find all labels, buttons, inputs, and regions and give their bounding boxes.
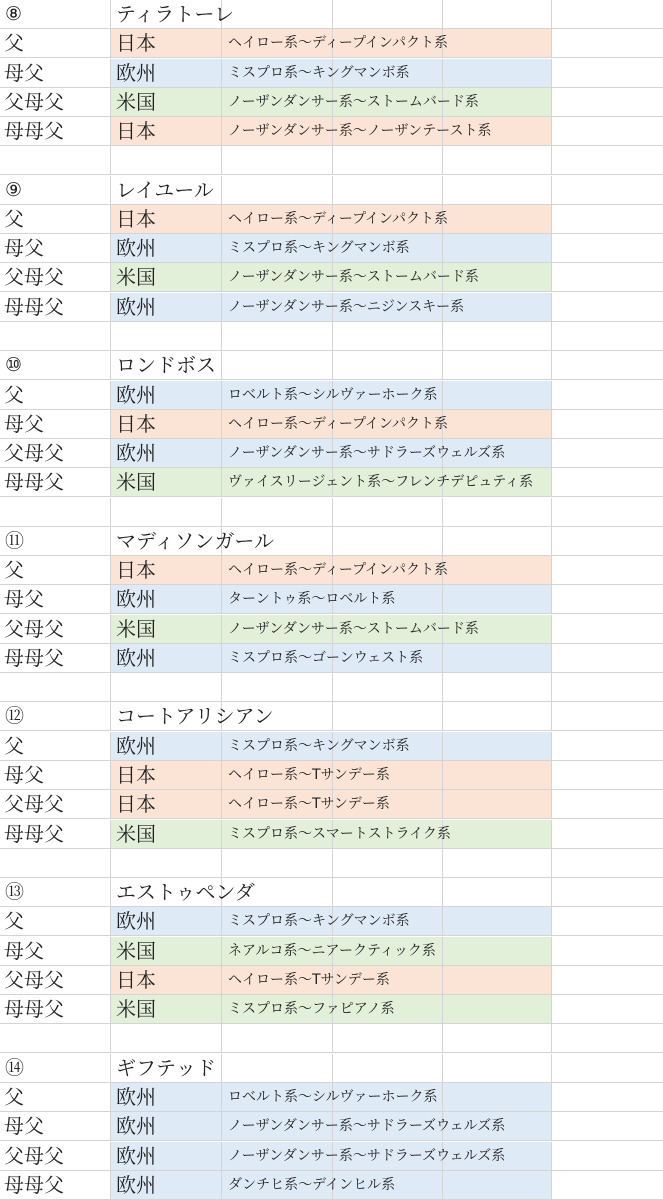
horse-name: ロンドボス xyxy=(116,353,216,378)
grid-cell[interactable] xyxy=(0,498,111,527)
grid-cell[interactable] xyxy=(222,1054,333,1083)
region-label: 米国 xyxy=(116,616,156,641)
grid-cell[interactable] xyxy=(552,176,663,205)
horse-header-row xyxy=(0,878,663,907)
pedigree-row xyxy=(0,732,663,761)
grid-cell[interactable] xyxy=(552,556,663,585)
pedigree-row xyxy=(0,907,663,936)
grid-cell[interactable] xyxy=(443,59,552,88)
pedigree-row xyxy=(0,205,663,234)
relation-label: 母母父 xyxy=(4,294,64,319)
grid-cell[interactable] xyxy=(222,176,333,205)
grid-cell[interactable] xyxy=(552,439,663,468)
grid-cell[interactable] xyxy=(443,527,552,556)
sire-line-label: ミスプロ系～キングマンボ系 xyxy=(228,240,410,257)
sire-line-label: ミスプロ系～キングマンボ系 xyxy=(228,737,410,754)
region-label: 日本 xyxy=(116,31,156,56)
grid-cell[interactable] xyxy=(443,907,552,936)
pedigree-row xyxy=(0,1171,663,1200)
horse-header-row xyxy=(0,176,663,205)
grid-cell[interactable] xyxy=(443,849,552,878)
sire-line-label: ミスプロ系～ファピアノ系 xyxy=(228,1001,395,1018)
grid-cell[interactable] xyxy=(443,1024,552,1053)
blank-row xyxy=(0,1024,663,1053)
grid-cell[interactable] xyxy=(552,907,663,936)
pedigree-row xyxy=(0,790,663,819)
grid-cell[interactable] xyxy=(222,351,333,380)
region-label: 欧州 xyxy=(116,1084,156,1109)
region-label: 欧州 xyxy=(116,60,156,85)
blank-row xyxy=(0,146,663,175)
grid-cell[interactable] xyxy=(443,410,552,439)
grid-cell[interactable] xyxy=(443,556,552,585)
relation-label: 父母父 xyxy=(4,441,64,466)
pedigree-row xyxy=(0,556,663,585)
region-label: 日本 xyxy=(116,206,156,231)
pedigree-row xyxy=(0,234,663,263)
relation-label: 母母父 xyxy=(4,1172,64,1197)
horse-name: マディソンガール xyxy=(116,528,274,553)
blank-row xyxy=(0,849,663,878)
pedigree-row xyxy=(0,585,663,614)
grid-cell[interactable] xyxy=(333,176,443,205)
sire-line-label: ノーザンダンサー系～サドラーズウェルズ系 xyxy=(228,1118,506,1135)
grid-cell[interactable] xyxy=(0,1024,111,1053)
grid-cell[interactable] xyxy=(552,732,663,761)
region-label: 欧州 xyxy=(116,1143,156,1168)
grid-cell[interactable] xyxy=(443,0,552,29)
grid-cell[interactable] xyxy=(333,146,443,175)
grid-cell[interactable] xyxy=(552,351,663,380)
grid-cell[interactable] xyxy=(222,673,333,702)
grid-cell[interactable] xyxy=(111,322,222,351)
grid-cell[interactable] xyxy=(333,527,443,556)
grid-cell[interactable] xyxy=(552,468,663,497)
region-label: 欧州 xyxy=(116,382,156,407)
entry-number: ⑩ xyxy=(5,354,23,377)
grid-cell[interactable] xyxy=(111,673,222,702)
grid-cell[interactable] xyxy=(333,878,443,907)
grid-cell[interactable] xyxy=(333,1024,443,1053)
sire-line-label: ミスプロ系～キングマンボ系 xyxy=(228,64,410,81)
relation-label: 母父 xyxy=(4,411,44,436)
pedigree-row xyxy=(0,995,663,1024)
region-label: 米国 xyxy=(116,265,156,290)
sire-line-label: ロベルト系～シルヴァーホーク系 xyxy=(228,386,438,403)
grid-cell[interactable] xyxy=(552,702,663,731)
grid-cell[interactable] xyxy=(443,702,552,731)
relation-label: 父 xyxy=(4,558,24,583)
grid-cell[interactable] xyxy=(222,0,333,29)
pedigree-row xyxy=(0,263,663,292)
relation-label: 父母父 xyxy=(4,616,64,641)
grid-cell[interactable] xyxy=(443,1083,552,1112)
grid-cell[interactable] xyxy=(443,29,552,58)
pedigree-row xyxy=(0,966,663,995)
grid-cell[interactable] xyxy=(443,966,552,995)
region-label: 欧州 xyxy=(116,587,156,612)
pedigree-row xyxy=(0,59,663,88)
blank-row xyxy=(0,673,663,702)
horse-header-row xyxy=(0,351,663,380)
sire-line-label: ロベルト系～シルヴァーホーク系 xyxy=(228,1088,438,1105)
grid-cell[interactable] xyxy=(443,234,552,263)
grid-cell[interactable] xyxy=(333,702,443,731)
relation-label: 父 xyxy=(4,909,24,934)
grid-cell[interactable] xyxy=(443,937,552,966)
region-label: 欧州 xyxy=(116,441,156,466)
horse-name: ティラトーレ xyxy=(116,2,234,26)
pedigree-row xyxy=(0,615,663,644)
grid-cell[interactable] xyxy=(443,381,552,410)
relation-label: 母父 xyxy=(4,236,44,261)
grid-cell[interactable] xyxy=(0,673,111,702)
horse-header-row xyxy=(0,1054,663,1083)
grid-cell[interactable] xyxy=(552,820,663,849)
grid-cell[interactable] xyxy=(443,205,552,234)
pedigree-row xyxy=(0,1142,663,1171)
grid-cell[interactable] xyxy=(333,849,443,878)
grid-cell[interactable] xyxy=(552,1171,663,1200)
grid-cell[interactable] xyxy=(552,293,663,322)
grid-cell[interactable] xyxy=(552,878,663,907)
grid-cell[interactable] xyxy=(111,498,222,527)
grid-cell[interactable] xyxy=(552,966,663,995)
relation-label: 父母父 xyxy=(4,792,64,817)
entry-number: ⑧ xyxy=(5,3,23,25)
grid-cell[interactable] xyxy=(443,176,552,205)
grid-cell[interactable] xyxy=(552,790,663,819)
region-label: 米国 xyxy=(116,938,156,963)
pedigree-row xyxy=(0,644,663,673)
grid-cell[interactable] xyxy=(222,1024,333,1053)
horse-name: コートアリシアン xyxy=(116,704,274,729)
grid-cell[interactable] xyxy=(443,644,552,673)
entry-number: ⑪ xyxy=(5,529,25,552)
grid-cell[interactable] xyxy=(552,527,663,556)
region-label: 日本 xyxy=(116,967,156,992)
sire-line-label: ノーザンダンサー系～ストームバード系 xyxy=(228,620,479,637)
pedigree-row xyxy=(0,410,663,439)
region-label: 日本 xyxy=(116,119,156,144)
relation-label: 父母父 xyxy=(4,967,64,992)
relation-label: 母父 xyxy=(4,763,44,788)
relation-label: 母父 xyxy=(4,587,44,612)
grid-cell[interactable] xyxy=(552,29,663,58)
sire-line-label: ミスプロ系～ゴーンウェスト系 xyxy=(228,649,424,666)
grid-cell[interactable] xyxy=(443,761,552,790)
grid-cell[interactable] xyxy=(552,1142,663,1171)
sire-line-label: ミスプロ系～キングマンボ系 xyxy=(228,913,410,930)
grid-cell[interactable] xyxy=(0,322,111,351)
region-label: 欧州 xyxy=(116,1172,156,1197)
region-label: 欧州 xyxy=(116,909,156,934)
region-label: 米国 xyxy=(116,470,156,495)
pedigree-row xyxy=(0,293,663,322)
grid-cell[interactable] xyxy=(222,849,333,878)
entry-number: ⑨ xyxy=(5,178,23,201)
pedigree-row xyxy=(0,439,663,468)
grid-cell[interactable] xyxy=(552,322,663,351)
grid-cell[interactable] xyxy=(222,498,333,527)
pedigree-row xyxy=(0,117,663,146)
relation-label: 母母父 xyxy=(4,645,64,670)
region-label: 米国 xyxy=(116,821,156,846)
region-label: 日本 xyxy=(116,411,156,436)
region-label: 欧州 xyxy=(116,294,156,319)
grid-cell[interactable] xyxy=(222,322,333,351)
grid-cell[interactable] xyxy=(552,1024,663,1053)
sire-line-label: ヘイロー系～ディープインパクト系 xyxy=(228,415,448,432)
grid-cell[interactable] xyxy=(333,0,443,29)
relation-label: 父 xyxy=(4,1084,24,1109)
region-label: 米国 xyxy=(116,89,156,114)
relation-label: 母母父 xyxy=(4,119,64,144)
grid-cell[interactable] xyxy=(552,59,663,88)
grid-cell[interactable] xyxy=(552,585,663,614)
blank-row xyxy=(0,322,663,351)
grid-cell[interactable] xyxy=(443,995,552,1024)
region-label: 欧州 xyxy=(116,236,156,261)
grid-cell[interactable] xyxy=(552,673,663,702)
sire-line-label: ダンチヒ系～デインヒル系 xyxy=(228,1176,396,1193)
pedigree-row xyxy=(0,1083,663,1112)
grid-cell[interactable] xyxy=(222,146,333,175)
region-label: 日本 xyxy=(116,792,156,817)
grid-cell[interactable] xyxy=(443,790,552,819)
relation-label: 父母父 xyxy=(4,1143,64,1168)
relation-label: 父 xyxy=(4,206,24,231)
sire-line-label: ノーザンダンサー系～ノーザンテースト系 xyxy=(228,123,492,140)
relation-label: 父母父 xyxy=(4,89,64,114)
grid-cell[interactable] xyxy=(552,1083,663,1112)
grid-cell[interactable] xyxy=(552,995,663,1024)
sire-line-label: ヘイロー系～ディープインパクト系 xyxy=(228,35,448,52)
region-label: 欧州 xyxy=(116,1114,156,1139)
grid-cell[interactable] xyxy=(111,849,222,878)
horse-header-row xyxy=(0,702,663,731)
grid-cell[interactable] xyxy=(0,146,111,175)
grid-cell[interactable] xyxy=(552,937,663,966)
grid-cell[interactable] xyxy=(552,205,663,234)
relation-label: 父 xyxy=(4,31,24,56)
pedigree-row xyxy=(0,1112,663,1141)
pedigree-row xyxy=(0,820,663,849)
region-label: 米国 xyxy=(116,997,156,1022)
grid-cell[interactable] xyxy=(443,1054,552,1083)
horse-name: エストゥペンダ xyxy=(116,880,255,905)
entry-number: ⑬ xyxy=(5,881,25,904)
pedigree-row xyxy=(0,761,663,790)
relation-label: 父 xyxy=(4,733,24,758)
horse-header-row xyxy=(0,527,663,556)
sire-line-label: ノーザンダンサー系～ストームバード系 xyxy=(228,269,479,286)
grid-cell[interactable] xyxy=(111,146,222,175)
relation-label: 母母父 xyxy=(4,470,64,495)
pedigree-row xyxy=(0,29,663,58)
sire-line-label: ヘイロー系～Tサンデー系 xyxy=(228,767,390,784)
grid-cell[interactable] xyxy=(333,351,443,380)
grid-cell[interactable] xyxy=(552,263,663,292)
grid-cell[interactable] xyxy=(443,1171,552,1200)
sire-line-label: ノーザンダンサー系～サドラーズウェルズ系 xyxy=(228,445,506,462)
sire-line-label: ターントゥ系～ロベルト系 xyxy=(228,591,396,608)
region-label: 欧州 xyxy=(116,733,156,758)
grid-cell[interactable] xyxy=(552,381,663,410)
grid-cell[interactable] xyxy=(552,644,663,673)
blank-row xyxy=(0,498,663,527)
sire-line-label: ヘイロー系～Tサンデー系 xyxy=(228,971,390,988)
region-label: 日本 xyxy=(116,558,156,583)
grid-cell[interactable] xyxy=(443,673,552,702)
grid-cell[interactable] xyxy=(552,234,663,263)
grid-cell[interactable] xyxy=(333,673,443,702)
grid-cell[interactable] xyxy=(0,849,111,878)
pedigree-row xyxy=(0,88,663,117)
relation-label: 母父 xyxy=(4,1114,44,1139)
horse-header-row xyxy=(0,0,663,29)
grid-cell[interactable] xyxy=(552,1112,663,1141)
grid-cell[interactable] xyxy=(552,146,663,175)
grid-cell[interactable] xyxy=(552,88,663,117)
grid-cell[interactable] xyxy=(333,322,443,351)
entry-number: ⑭ xyxy=(5,1056,25,1079)
horse-name: レイユール xyxy=(116,177,214,202)
grid-cell[interactable] xyxy=(333,1054,443,1083)
grid-cell[interactable] xyxy=(443,146,552,175)
relation-label: 母父 xyxy=(4,938,44,963)
sire-line-label: ヘイロー系～ディープインパクト系 xyxy=(228,210,448,227)
grid-cell[interactable] xyxy=(333,498,443,527)
sire-line-label: ネアルコ系～ニアークティック系 xyxy=(228,942,436,959)
grid-cell[interactable] xyxy=(111,1024,222,1053)
grid-cell[interactable] xyxy=(443,820,552,849)
grid-cell[interactable] xyxy=(443,351,552,380)
grid-cell[interactable] xyxy=(443,322,552,351)
relation-label: 父 xyxy=(4,382,24,407)
sire-line-label: ミスプロ系～スマートストライク系 xyxy=(228,825,451,842)
sire-line-label: ノーザンダンサー系～サドラーズウェルズ系 xyxy=(228,1147,506,1164)
grid-cell[interactable] xyxy=(552,498,663,527)
grid-cell[interactable] xyxy=(443,878,552,907)
grid-cell[interactable] xyxy=(552,615,663,644)
sire-line-label: ノーザンダンサー系～ストームバード系 xyxy=(228,93,479,110)
grid-cell[interactable] xyxy=(552,410,663,439)
sire-line-label: ノーザンダンサー系～ニジンスキー系 xyxy=(228,298,465,315)
grid-cell[interactable] xyxy=(443,498,552,527)
pedigree-row xyxy=(0,937,663,966)
relation-label: 母母父 xyxy=(4,997,64,1022)
region-label: 日本 xyxy=(116,763,156,788)
sire-line-label: ヘイロー系～Tサンデー系 xyxy=(228,796,390,813)
sire-line-label: ヴァイスリージェント系～フレンチデピュティ系 xyxy=(228,474,534,491)
grid-cell[interactable] xyxy=(552,849,663,878)
sire-line-label: ヘイロー系～ディープインパクト系 xyxy=(228,562,448,579)
grid-cell[interactable] xyxy=(443,732,552,761)
pedigree-row xyxy=(0,468,663,497)
grid-cell[interactable] xyxy=(552,761,663,790)
relation-label: 父母父 xyxy=(4,265,64,290)
relation-label: 母父 xyxy=(4,60,44,85)
relation-label: 母母父 xyxy=(4,821,64,846)
horse-name: ギフテッド xyxy=(116,1055,216,1080)
grid-cell[interactable] xyxy=(552,117,663,146)
region-label: 欧州 xyxy=(116,645,156,670)
pedigree-row xyxy=(0,381,663,410)
grid-cell[interactable] xyxy=(552,1054,663,1083)
entry-number: ⑫ xyxy=(5,705,25,728)
grid-cell[interactable] xyxy=(443,585,552,614)
grid-cell[interactable] xyxy=(552,0,663,29)
